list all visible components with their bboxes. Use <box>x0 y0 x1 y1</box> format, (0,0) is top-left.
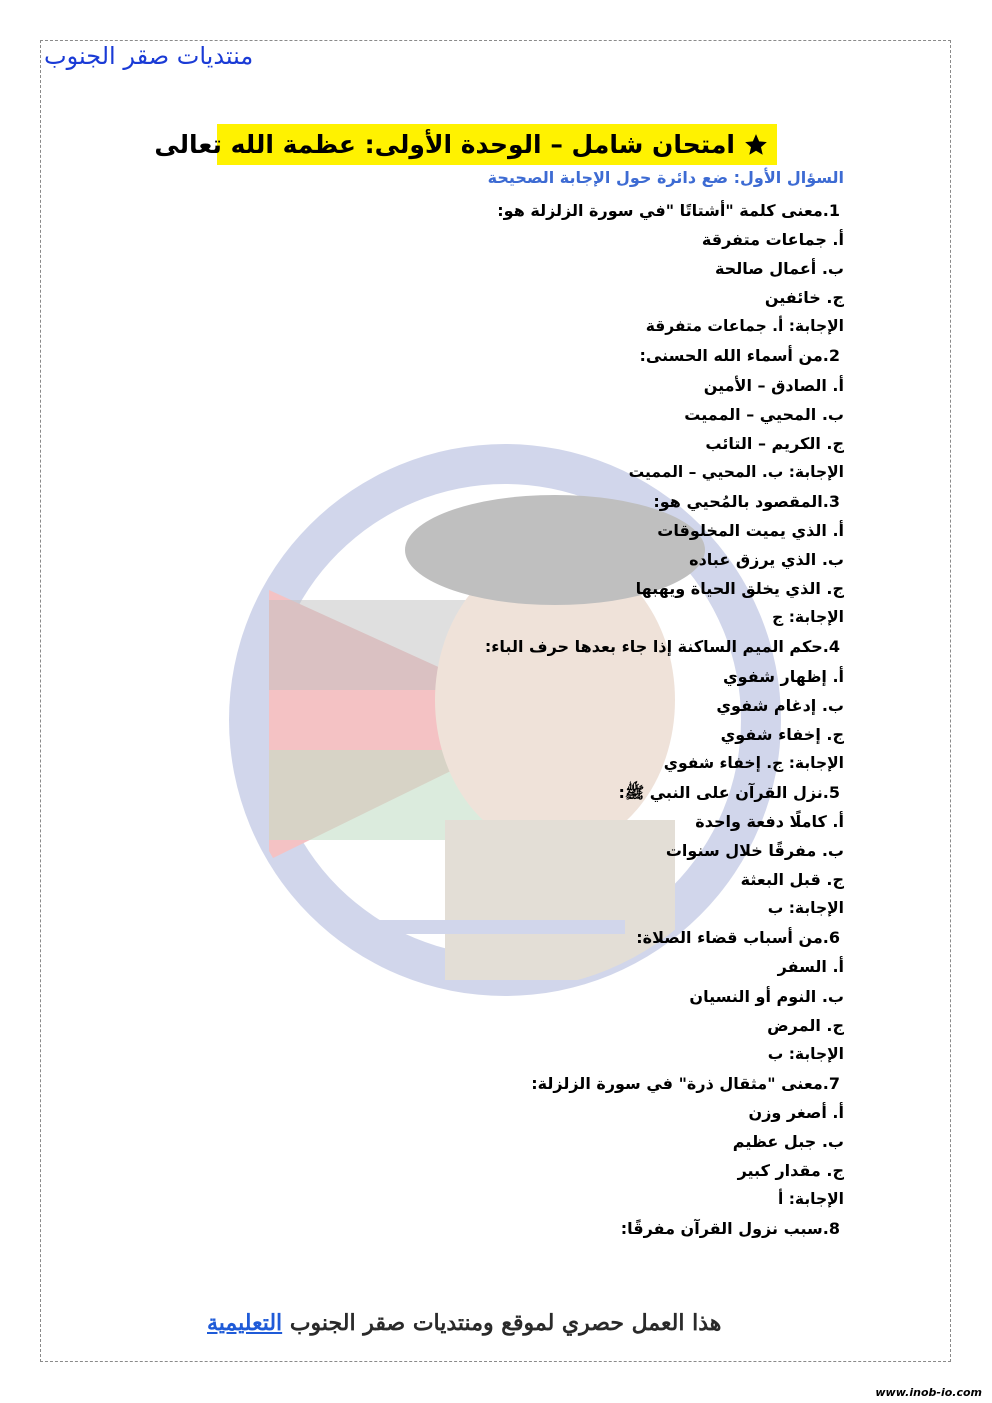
question-7-option-2: ب. جبل عظيم <box>732 1132 844 1151</box>
question-4: 4.حكم الميم الساكنة إذا جاء بعدها حرف الباء: <box>484 637 840 657</box>
question-7-answer: الإجابة: أ <box>778 1190 844 1209</box>
question-7-option-3: ج. مقدار كبير <box>737 1161 844 1181</box>
question-3-option-1: أ. الذي يميت المخلوقات <box>657 521 844 541</box>
question-6-option-3: ج. المرض <box>767 1015 844 1035</box>
star-icon <box>743 132 769 158</box>
question-6-option-1: أ. السفر <box>777 957 844 977</box>
question-5-option-2: ب. مفرقًا خلال سنوات <box>665 841 844 861</box>
question-1-option-2: ب. أعمال صالحة <box>714 259 844 279</box>
question-3-answer: الإجابة: ج <box>772 608 844 627</box>
question-4-option-1: أ. إظهار شفوي <box>723 666 844 686</box>
question-1: 1.معنى كلمة "أشتاتًا "في سورة الزلزلة هو: <box>497 201 840 220</box>
question-8: 8.سبب نزول القرآن مفرقًا: <box>620 1219 840 1239</box>
exam-title <box>154 124 777 165</box>
question-5-option-1: أ. كاملًا دفعة واحدة <box>695 811 844 831</box>
question-3: 3.المقصود بالمُحيي هو: <box>653 491 840 511</box>
footer-text: هذا العمل حصري لموقع ومنتديات صقر الجنوب <box>289 1310 722 1336</box>
question-4-answer: الإجابة: ج. إخفاء شفوي <box>663 753 844 772</box>
question-6: 6.من أسباب قضاء الصلاة: <box>636 928 840 948</box>
question-2-option-1: أ. الصادق – الأمين <box>703 375 844 395</box>
section-heading: السؤال الأول: ضع دائرة حول الإجابة الصحيحة <box>487 168 844 187</box>
question-2: 2.من أسماء الله الحسنى: <box>639 346 840 366</box>
question-1-option-3: ج. خائفين <box>764 288 844 308</box>
question-5: 5.نزل القرآن على النبي ﷺ: <box>618 782 840 802</box>
question-7-option-1: أ. أصغر وزن <box>748 1102 844 1122</box>
forum-name: منتديات صقر الجنوب <box>44 42 254 70</box>
question-2-option-3: ج. الكريم – التائب <box>705 433 844 453</box>
question-4-option-3: ج. إخفاء شفوي <box>720 724 844 744</box>
question-4-option-2: ب. إدغام شفوي <box>716 695 844 715</box>
exam-title-text: امتحان شامل – الوحدة الأولى: عظمة الله تعالى <box>154 130 735 159</box>
question-3-option-2: ب. الذي يرزق عباده <box>689 550 844 570</box>
question-5-answer: الإجابة: ب <box>767 899 844 918</box>
question-3-option-3: ج. الذي يخلق الحياة ويهبها <box>635 579 844 599</box>
question-7: 7.معنى "مثقال ذرة" في سورة الزلزلة: <box>531 1073 840 1093</box>
site-url[interactable]: www.inob-io.com <box>875 1386 982 1399</box>
question-6-answer: الإجابة: ب <box>767 1044 844 1063</box>
footer-note <box>207 1310 721 1336</box>
question-5-option-3: ج. قبل البعثة <box>740 870 844 890</box>
question-6-option-2: ب. النوم أو النسيان <box>689 986 844 1006</box>
question-1-answer: الإجابة: أ. جماعات متفرقة <box>645 317 844 336</box>
questions-list <box>324 196 844 1243</box>
footer-link[interactable]: التعليمية <box>207 1310 283 1336</box>
question-2-answer: الإجابة: ب. المحيي – المميت <box>628 462 844 481</box>
question-2-option-2: ب. المحيي – المميت <box>684 404 844 424</box>
question-1-option-1: أ. جماعات متفرقة <box>701 230 844 250</box>
